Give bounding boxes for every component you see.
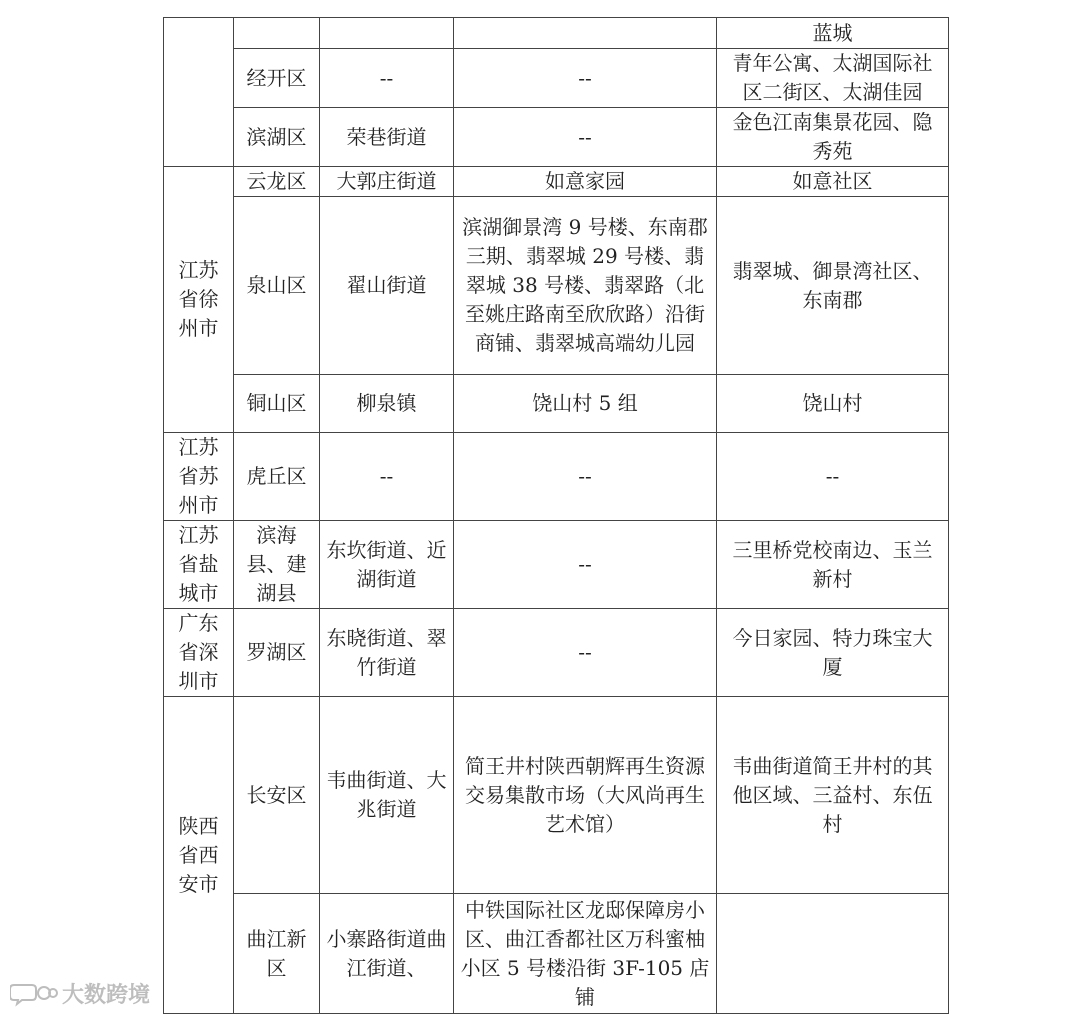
watermark-text: 大数跨境 — [62, 983, 151, 1008]
province-cell: 陕西省西安市 — [164, 697, 234, 1014]
place-cell: 简王井村陕西朝辉再生资源交易集散市场（大风尚再生艺术馆） — [454, 697, 717, 894]
district-cell: 滨海县、建湖县 — [234, 521, 320, 609]
province-cell: 江苏省盐城市 — [164, 521, 234, 609]
province-cell: 广东省深圳市 — [164, 609, 234, 697]
place-cell: -- — [454, 521, 717, 609]
table-row — [164, 108, 949, 167]
district-cell: 云龙区 — [234, 167, 320, 197]
street-cell: 东晓街道、翠竹街道 — [320, 609, 454, 697]
table-row — [164, 49, 949, 108]
community-cell: 三里桥党校南边、玉兰新村 — [717, 521, 949, 609]
street-cell: -- — [320, 49, 454, 108]
table-row — [164, 894, 949, 1014]
place-cell: -- — [454, 433, 717, 521]
community-cell: 韦曲街道简王井村的其他区域、三益村、东伍村 — [717, 697, 949, 894]
street-cell: 翟山街道 — [320, 197, 454, 375]
watermark — [10, 978, 150, 1009]
risk-area-table — [163, 17, 949, 1014]
district-cell: 滨湖区 — [234, 108, 320, 167]
table-row — [164, 18, 949, 49]
community-cell: 金色江南集景花园、隐秀苑 — [717, 108, 949, 167]
district-cell: 长安区 — [234, 697, 320, 894]
street-cell: -- — [320, 433, 454, 521]
place-cell: -- — [454, 609, 717, 697]
district-cell: 罗湖区 — [234, 609, 320, 697]
district-cell: 泉山区 — [234, 197, 320, 375]
community-cell: 如意社区 — [717, 167, 949, 197]
street-cell: 柳泉镇 — [320, 375, 454, 433]
street-cell: 东坎街道、近湖街道 — [320, 521, 454, 609]
community-cell: -- — [717, 433, 949, 521]
place-cell — [454, 18, 717, 49]
chat-bubble-logo-icon — [10, 981, 58, 1007]
district-cell: 经开区 — [234, 49, 320, 108]
table-row — [164, 609, 949, 697]
street-cell: 荣巷街道 — [320, 108, 454, 167]
table-row — [164, 375, 949, 433]
street-cell: 小寨路街道曲江街道、 — [320, 894, 454, 1014]
province-cell — [164, 18, 234, 167]
table-row — [164, 697, 949, 894]
street-cell — [320, 18, 454, 49]
district-cell: 曲江新区 — [234, 894, 320, 1014]
place-cell: -- — [454, 49, 717, 108]
community-cell — [717, 894, 949, 1014]
district-cell: 铜山区 — [234, 375, 320, 433]
community-cell: 饶山村 — [717, 375, 949, 433]
place-cell: 饶山村 5 组 — [454, 375, 717, 433]
table-row — [164, 197, 949, 375]
place-cell: 滨湖御景湾 9 号楼、东南郡三期、翡翠城 29 号楼、翡翠城 38 号楼、翡翠路（北至姚庄路南至欣欣路）沿街商铺、翡翠城高端幼儿园 — [454, 197, 717, 375]
place-cell: 中铁国际社区龙邸保障房小区、曲江香都社区万科蜜柚小区 5 号楼沿街 3F-105 店铺 — [454, 894, 717, 1014]
table-row — [164, 521, 949, 609]
district-cell — [234, 18, 320, 49]
community-cell: 蓝城 — [717, 18, 949, 49]
table-row — [164, 167, 949, 197]
community-cell: 青年公寓、太湖国际社区二街区、太湖佳园 — [717, 49, 949, 108]
province-cell: 江苏省徐州市 — [164, 167, 234, 433]
place-cell: 如意家园 — [454, 167, 717, 197]
street-cell: 韦曲街道、大兆街道 — [320, 697, 454, 894]
table-row — [164, 433, 949, 521]
district-cell: 虎丘区 — [234, 433, 320, 521]
street-cell: 大郭庄街道 — [320, 167, 454, 197]
province-cell: 江苏省苏州市 — [164, 433, 234, 521]
community-cell: 今日家园、特力珠宝大厦 — [717, 609, 949, 697]
place-cell: -- — [454, 108, 717, 167]
community-cell: 翡翠城、御景湾社区、东南郡 — [717, 197, 949, 375]
